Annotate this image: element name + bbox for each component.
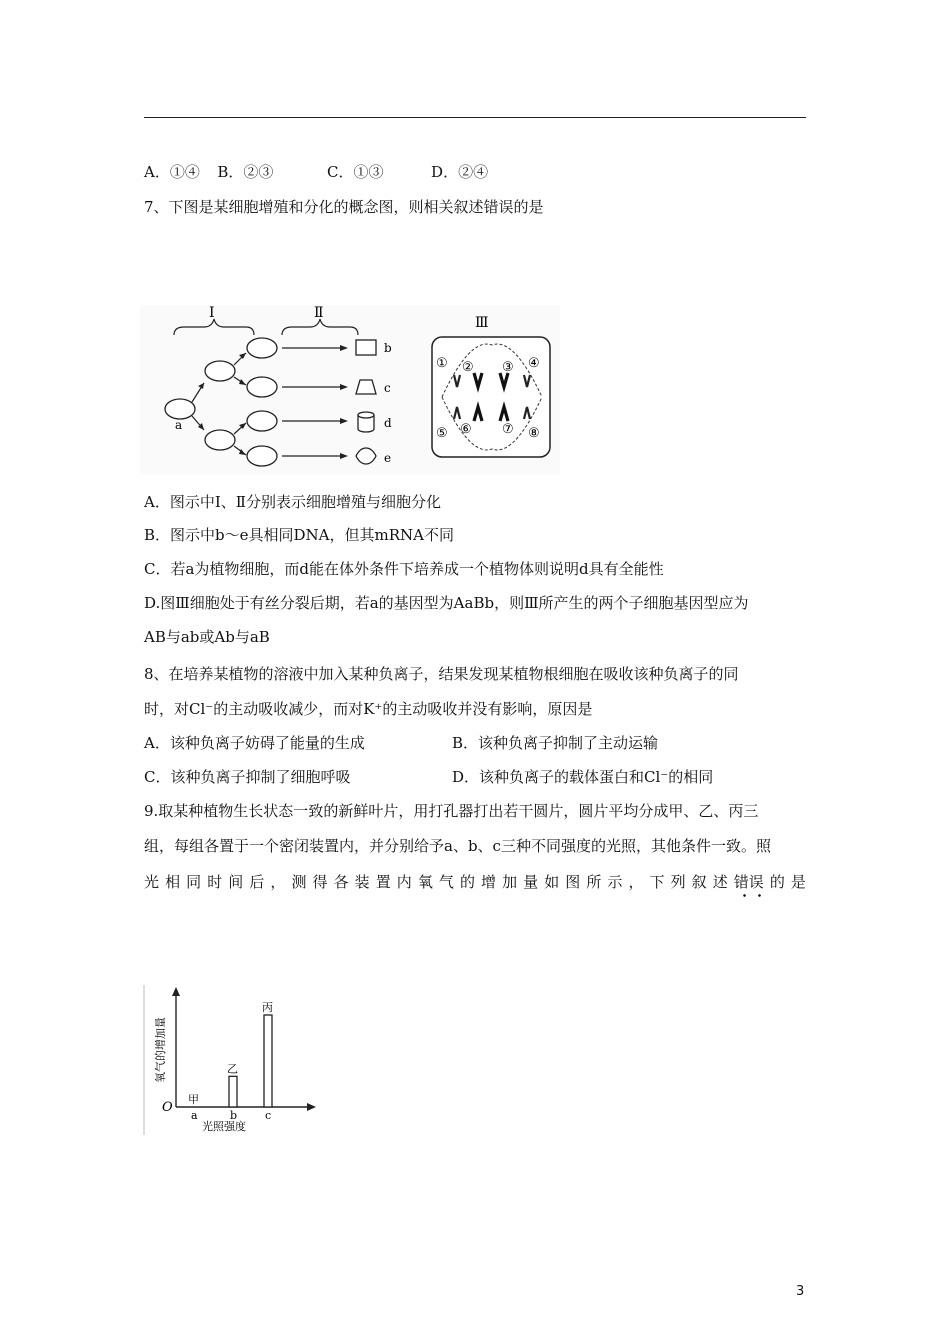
q6-options — [144, 162, 488, 182]
cell-row1 — [247, 338, 277, 358]
q9-stem-line2: 组，每组各置于一个密闭装置内，并分别给予a、b、c三种不同强度的光照，其他条件一致。照 — [144, 837, 771, 855]
q9-stem-line1: 9.取某种植物生长状态一致的新鲜叶片，用打孔器打出若干圆片，圆片平均分成甲、乙、丙三 — [144, 802, 759, 820]
q7-option-b: B．图示中b～e具相同DNA，但其mRNA不同 — [144, 526, 454, 544]
y-axis-arrow — [172, 987, 180, 996]
q9-line3-char: 气 — [438, 873, 454, 891]
header-rule — [144, 117, 806, 118]
chrom-num-5: ⑤ — [436, 426, 448, 441]
q9-line3-char: 装 — [354, 873, 370, 891]
cell-c — [356, 380, 376, 394]
q9-line3-char: 的 — [459, 873, 475, 891]
q9-line3-char: 增 — [481, 873, 497, 891]
label-II: Ⅱ — [314, 305, 324, 321]
q9-line3-char: 述 — [712, 873, 728, 891]
q9-line3-char: 如 — [544, 873, 560, 891]
q9-stem-line3 — [144, 872, 806, 892]
cell-mid-upper — [205, 361, 235, 381]
q9-line3-char: 时 — [207, 873, 223, 891]
q9-line3-char: 各 — [333, 873, 349, 891]
q9-line3-char: ， — [270, 873, 286, 891]
q9-line3-char: 氧 — [417, 873, 433, 891]
x-tick-b: b — [230, 1109, 238, 1122]
q8-option-b: B．该种负离子抑制了主动运输 — [452, 734, 659, 752]
label-e: e — [384, 451, 392, 465]
q6-option-a: A．①④ — [144, 163, 200, 181]
cell-b — [356, 340, 376, 355]
q9-line3-char: 同 — [186, 873, 202, 891]
q9-line3-char: 示 — [607, 873, 623, 891]
oxygen-increase-bar-chart — [140, 985, 340, 1135]
x-axis-label: 光照强度 — [202, 1120, 246, 1133]
y-axis-label: 氧气的增加量 — [154, 1017, 167, 1083]
q9-line3-char: 测 — [291, 873, 307, 891]
q9-line3-char: 下 — [649, 873, 665, 891]
chrom-num-4: ④ — [528, 356, 540, 371]
q7-stem: 7、下图是某细胞增殖和分化的概念图，则相关叙述错误的是 — [144, 198, 544, 216]
label-c: c — [384, 381, 391, 395]
cell-mid-lower — [205, 430, 235, 450]
q7-option-d-line2: AB与ab或Ab与aB — [144, 628, 270, 646]
q9-line3-char: 得 — [312, 873, 328, 891]
q9-line3-char: 加 — [502, 873, 518, 891]
label-a: a — [175, 418, 183, 432]
q8-option-c: C．该种负离子抑制了细胞呼吸 — [144, 768, 351, 786]
chrom-num-8: ⑧ — [528, 426, 540, 441]
q9-line3-char: 是 — [790, 873, 806, 891]
bar-c — [264, 1015, 272, 1107]
q7-option-d-line1: D.图Ⅲ细胞处于有丝分裂后期，若a的基因型为AaBb，则Ⅲ所产生的两个子细胞基因型应为 — [144, 594, 749, 612]
q9-line3-char: 间 — [228, 873, 244, 891]
cell-row2 — [247, 377, 277, 397]
q7-option-a: A．图示中Ⅰ、Ⅱ分别表示细胞增殖与细胞分化 — [144, 493, 441, 511]
label-d: d — [384, 416, 392, 430]
q9-line3-char: 图 — [565, 873, 581, 891]
cell-row3 — [247, 411, 277, 431]
q9-line3-char: 列 — [670, 873, 686, 891]
q8-stem-line1: 8、在培养某植物的溶液中加入某种负离子，结果发现某植物根细胞在吸收该种负离子的同 — [144, 665, 739, 683]
x-tick-c: c — [265, 1109, 272, 1122]
q6-option-c: C．①③ — [327, 163, 384, 181]
q6-option-d: D．②④ — [431, 163, 489, 181]
bar-label-a: 甲 — [188, 1093, 199, 1106]
label-b: b — [384, 341, 392, 355]
q8-option-d: D．该种负离子的载体蛋白和Cl⁻的相同 — [452, 768, 714, 786]
chrom-num-2: ② — [462, 360, 474, 375]
q9-line3-char: 光 — [144, 873, 160, 891]
cell-row4 — [247, 446, 277, 466]
q8-stem-line2: 时，对Cl⁻的主动吸收减少，而对K⁺的主动吸收并没有影响，原因是 — [144, 700, 593, 718]
chrom-num-7: ⑦ — [502, 422, 514, 437]
q8-option-a: A．该种负离子妨碍了能量的生成 — [144, 734, 365, 752]
q9-line3-char: 相 — [165, 873, 181, 891]
q9-line3-char: 量 — [523, 873, 539, 891]
cell-a — [165, 399, 195, 419]
q7-option-c: C．若a为植物细胞，而d能在体外条件下培养成一个植物体则说明d具有全能性 — [144, 560, 664, 578]
chrom-num-6: ⑥ — [460, 422, 472, 437]
label-I: Ⅰ — [209, 305, 215, 321]
bar-label-b: 乙 — [227, 1062, 238, 1076]
q9-emphasized-wrong: 错误 — [733, 873, 764, 891]
label-III: Ⅲ — [475, 315, 489, 331]
origin-label: O — [162, 1100, 173, 1115]
q9-line3-char: ， — [628, 873, 644, 891]
page-number: 3 — [796, 1284, 805, 1299]
chrom-num-1: ① — [436, 356, 448, 371]
q9-line3-char: 的 — [769, 873, 785, 891]
q6-option-b: B．②③ — [217, 163, 274, 181]
chrom-num-3: ③ — [502, 360, 514, 375]
q9-line3-char: 叙 — [691, 873, 707, 891]
bar-label-c: 丙 — [262, 1001, 273, 1014]
cell-proliferation-differentiation-figure — [140, 305, 560, 475]
x-axis-arrow — [307, 1103, 316, 1111]
bar-b — [229, 1076, 237, 1107]
q9-line3-char: 置 — [375, 873, 391, 891]
q9-line3-char: 后 — [249, 873, 265, 891]
x-tick-a: a — [191, 1109, 198, 1122]
q9-line3-char: 所 — [586, 873, 602, 891]
q9-line3-char: 内 — [396, 873, 412, 891]
